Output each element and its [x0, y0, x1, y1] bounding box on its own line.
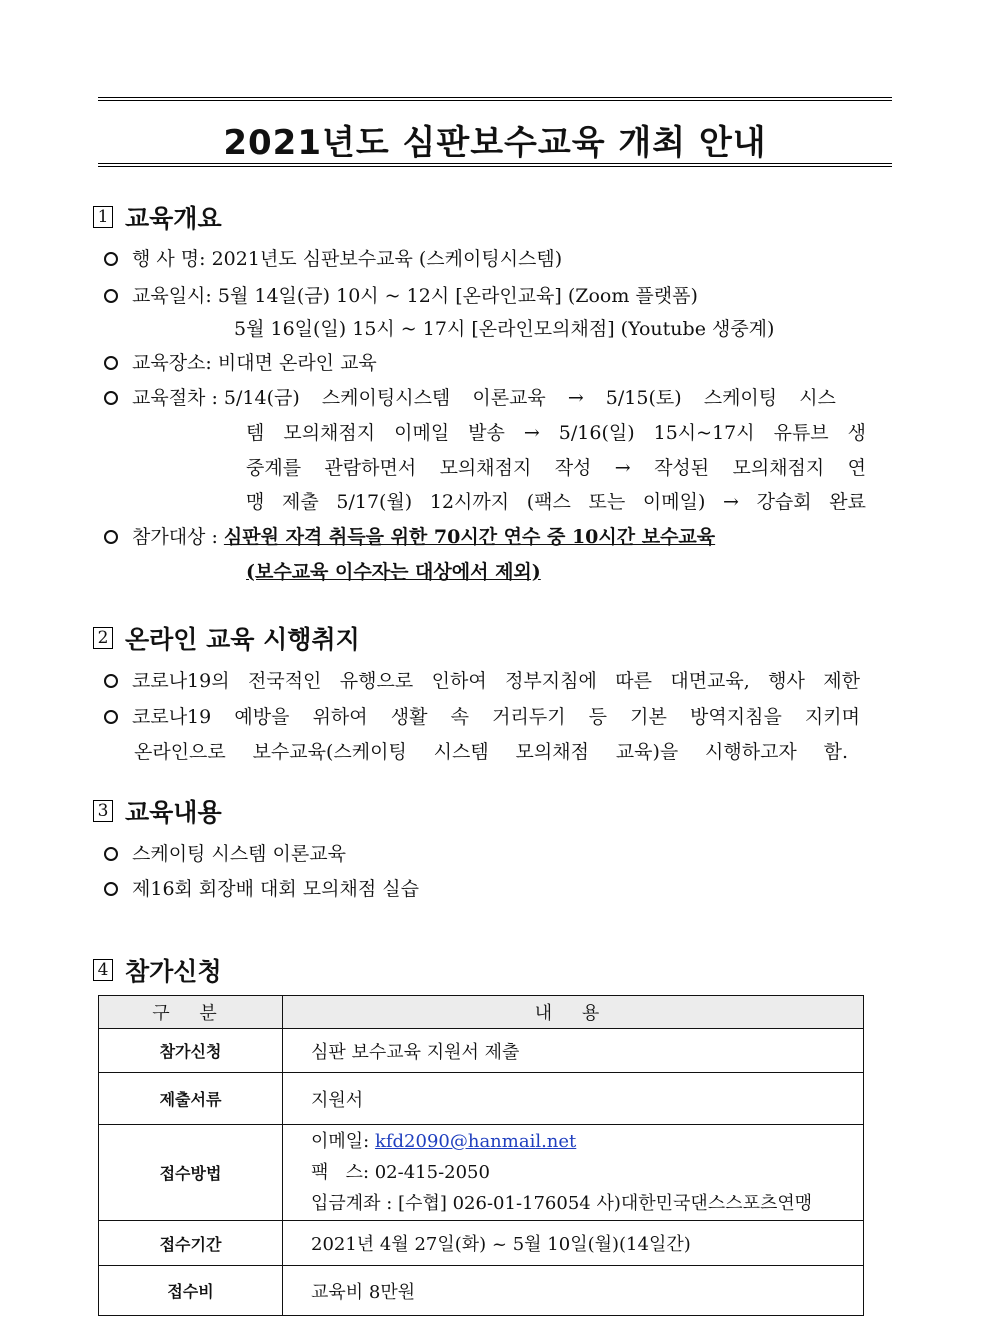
row-value: 2021년 4월 27일(화) ~ 5월 10일(월)(14일간): [283, 1221, 864, 1266]
date-value-1: 5월 14일(금) 10시 ~ 12시 [온라인교육] (Zoom 플랫폼): [217, 285, 698, 307]
target-value-1: 심판원 자격 취득을 위한 70시간 연수 중 10시간 보수교육: [223, 526, 716, 548]
target-label: 참가대상 :: [132, 526, 218, 548]
section-title: 교육내용: [125, 798, 222, 827]
circle-bullet-icon: [104, 882, 118, 896]
purpose-line-1: [104, 666, 860, 696]
section-heading-content: [93, 795, 222, 827]
circle-bullet-icon: [104, 356, 118, 370]
place-value: 비대면 온라인 교육: [217, 352, 377, 374]
section-heading-application: [93, 954, 222, 986]
page-title: 2021년도 심판보수교육 개최 안내: [223, 123, 767, 163]
row-value: 교육비 8만원: [283, 1266, 864, 1316]
circle-bullet-icon: [104, 391, 118, 405]
title-box: [98, 97, 892, 167]
purpose-text-2: 코로나19 예방을 위하여 생활 속 거리두기 등 기본 방역지침을 지키며: [132, 706, 860, 728]
row-label: 참가신청: [99, 1029, 283, 1073]
section-number: 3: [93, 800, 113, 822]
table-header-category: 구 분: [99, 996, 283, 1029]
row-label: 접수기간: [99, 1221, 283, 1266]
procedure-label: 교육절차 :: [132, 387, 218, 409]
content-item-2: 제16회 회장배 대회 모의채점 실습: [132, 878, 419, 900]
circle-bullet-icon: [104, 252, 118, 266]
target-value-2: (보수교육 이수자는 대상에서 제외): [246, 561, 541, 583]
section-title: 교육개요: [125, 204, 222, 233]
email-label: 이메일:: [311, 1131, 375, 1152]
table-header-row: [99, 996, 864, 1029]
section-title: 온라인 교육 시행취지: [125, 625, 360, 654]
content-line-1: [104, 839, 346, 869]
table-row: [99, 1125, 864, 1221]
row-value: 심판 보수교육 지원서 제출: [283, 1029, 864, 1073]
procedure-value-1: 5/14(금) 스케이팅시스템 이론교육 → 5/15(토) 스케이팅 시스: [223, 387, 836, 409]
circle-bullet-icon: [104, 530, 118, 544]
circle-bullet-icon: [104, 710, 118, 724]
target-line: [104, 522, 715, 552]
date-line: [104, 281, 698, 311]
circle-bullet-icon: [104, 289, 118, 303]
place-line: [104, 348, 377, 378]
row-value: [283, 1125, 864, 1221]
table-row: [99, 1221, 864, 1266]
section-title: 참가신청: [125, 957, 222, 986]
section-heading-overview: [93, 201, 222, 233]
email-line: [311, 1126, 862, 1157]
date-label: 교육일시:: [132, 285, 212, 307]
procedure-value-3: 중계를 관람하면서 모의채점지 작성 → 작성된 모의채점지 연: [246, 457, 866, 479]
content-line-2: [104, 874, 419, 904]
procedure-value-4: 맹 제출 5/17(월) 12시까지 (팩스 또는 이메일) → 강습회 완료: [246, 491, 866, 513]
event-value: 2021년도 심판보수교육 (스케이팅시스템): [211, 248, 563, 270]
table-row: [99, 1073, 864, 1125]
circle-bullet-icon: [104, 674, 118, 688]
section-number: 2: [93, 627, 113, 649]
row-label: 접수방법: [99, 1125, 283, 1221]
procedure-line: [104, 383, 836, 413]
account-line: 입금계좌 : [수협] 026-01-176054 사)대한민국댄스스포츠연맹: [311, 1193, 813, 1214]
section-number: 4: [93, 959, 113, 981]
content-item-1: 스케이팅 시스템 이론교육: [132, 843, 346, 865]
row-label: 접수비: [99, 1266, 283, 1316]
row-value: 지원서: [283, 1073, 864, 1125]
row-label: 제출서류: [99, 1073, 283, 1125]
section-heading-purpose: [93, 622, 360, 654]
table-header-content: 내 용: [283, 996, 864, 1029]
section-number: 1: [93, 206, 113, 228]
fax-line: 팩 스: 02-415-2050: [311, 1162, 490, 1183]
email-link[interactable]: kfd2090@hanmail.net: [374, 1131, 577, 1152]
application-table: [98, 995, 864, 1316]
purpose-line-2: [104, 702, 860, 732]
date-value-2: 5월 16일(일) 15시 ~ 17시 [온라인모의채점] (Youtube 생중계): [234, 318, 775, 340]
circle-bullet-icon: [104, 847, 118, 861]
procedure-value-2: 템 모의채점지 이메일 발송 → 5/16(일) 15시~17시 유튜브 생: [246, 422, 866, 444]
event-name-line: [104, 244, 562, 274]
purpose-text-3: 온라인으로 보수교육(스케이팅 시스템 모의채점 교육)을 시행하고자 함.: [134, 741, 848, 763]
table-row: [99, 1266, 864, 1316]
place-label: 교육장소:: [132, 352, 212, 374]
event-label: 행 사 명:: [132, 248, 206, 270]
purpose-text-1: 코로나19의 전국적인 유행으로 인하여 정부지침에 따른 대면교육, 행사 제한: [132, 670, 860, 692]
table-row: [99, 1029, 864, 1073]
